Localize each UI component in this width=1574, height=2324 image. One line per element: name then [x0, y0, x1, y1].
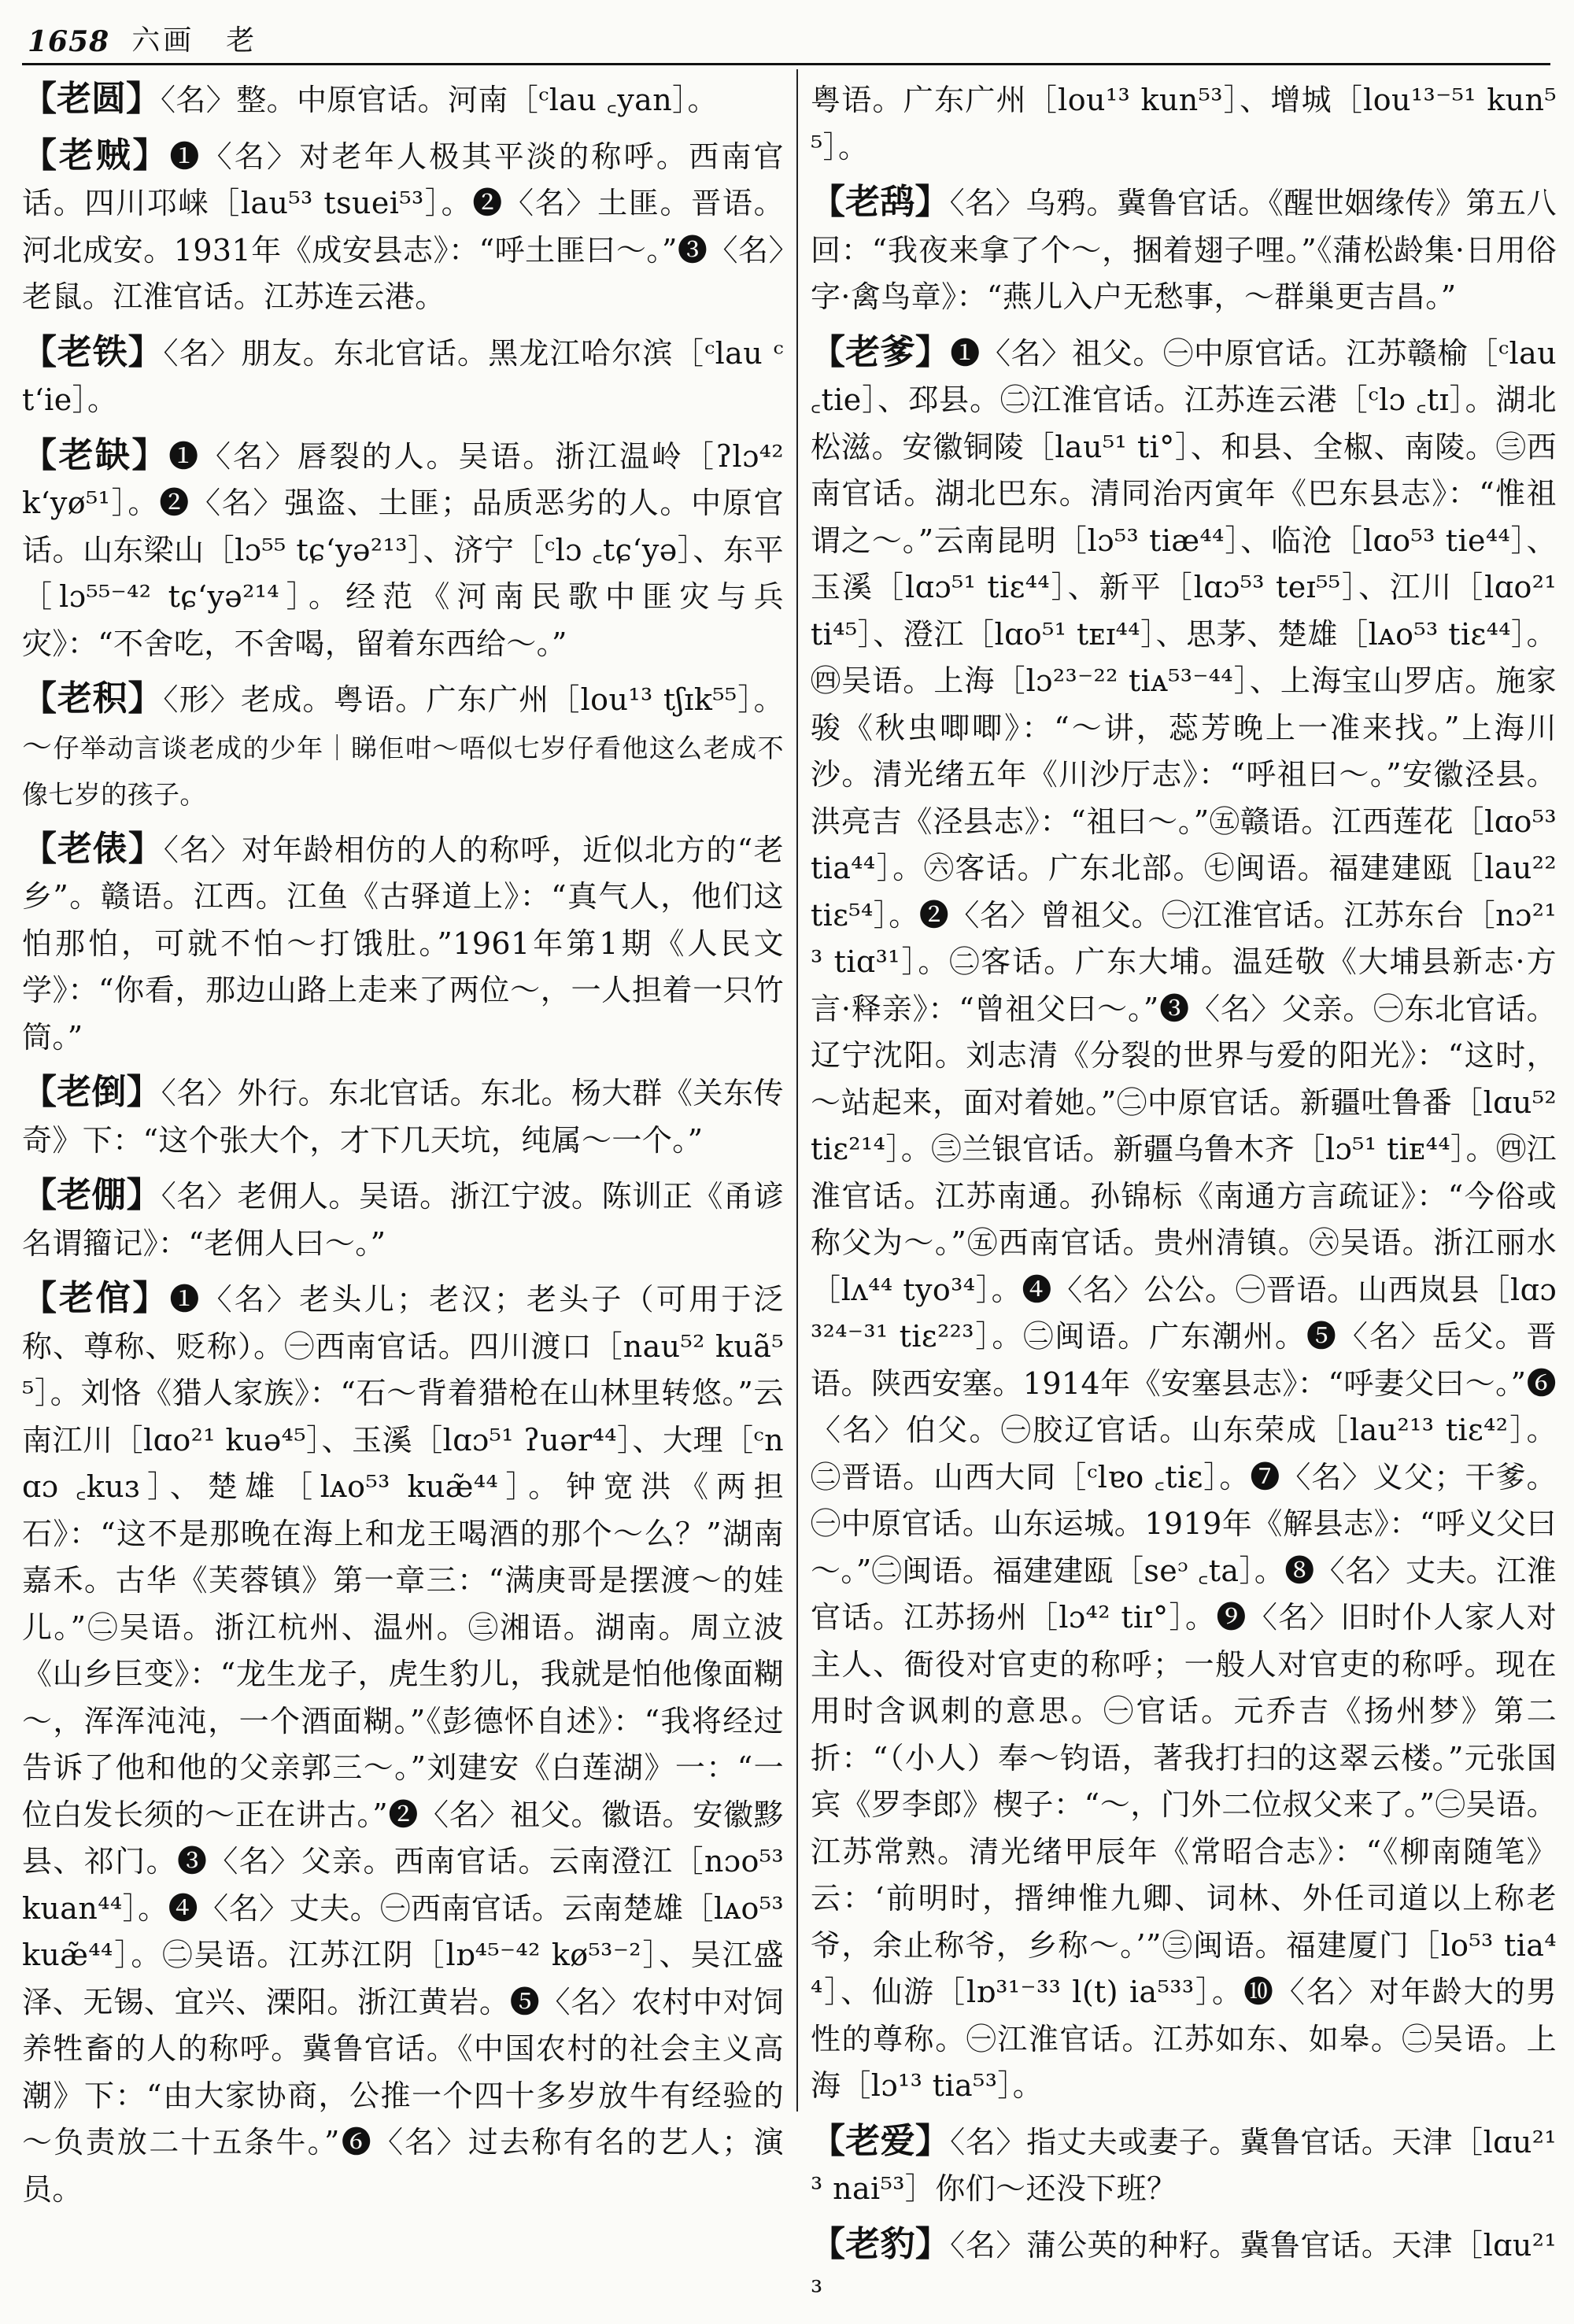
dictionary-entry	[22, 76, 784, 124]
entry-text: 〈名〉朋友。东北官话。黑龙江哈尔滨［ᶜlau ᶜt‘ie］。	[22, 335, 785, 417]
dictionary-entry	[811, 2221, 1557, 2316]
entry-text: ❶〈名〉对老年人极其平淡的称呼。西南官话。四川邛崃［lau⁵³ tsuei⁵³］。❷〈名〉土匪。晋语。河北成安。1931年《成安县志》：“呼土匪曰～。”❸〈名〉老鼠。江淮官话。江苏连云港。	[22, 139, 784, 314]
entry-text: 〈名〉老佣人。吴语。浙江宁波。陈训正《甬谚名谓籀记》：“老佣人曰～。”	[22, 1179, 784, 1261]
entry-text: 〈名〉对年龄相仿的人的称呼，近似北方的“老乡”。赣语。江西。江鱼《古驿道上》：“真气人，他们这怕那怕，可就不怕～打饿肚。”1961年第1期《人民文学》：“你看，那边山路上走来了两位～，一人担着一只竹筒。”	[22, 832, 784, 1055]
page-number: 1658	[28, 25, 110, 58]
dictionary-entry	[811, 179, 1557, 321]
entry-text: 〈名〉外行。东北官话。东北。杨大群《关东传奇》下：“这个张大个，才下几天坑，纯属～一个。”	[22, 1076, 784, 1158]
dictionary-entry	[22, 826, 784, 1062]
dictionary-entry	[22, 675, 784, 818]
dictionary-entry	[811, 329, 1557, 2110]
entry-headword: 【老铁】	[22, 331, 164, 372]
dictionary-entry	[22, 1275, 784, 2213]
entry-headword: 【老鸹】	[811, 182, 950, 222]
entry-headword: 【老倗】	[22, 1175, 161, 1215]
entry-text: 〈名〉指丈夫或妻子。冀鲁官话。天津［lɑu²¹³ nai⁵³］你们～还没下班？	[811, 2124, 1557, 2206]
dictionary-entry	[22, 1069, 784, 1164]
column-divider	[796, 69, 798, 2112]
dictionary-entry-continued	[811, 76, 1557, 171]
header-rule	[22, 63, 1550, 65]
dictionary-entry	[22, 1172, 784, 1267]
dictionary-entry	[22, 432, 784, 668]
dictionary-entry	[811, 2118, 1557, 2213]
left-column	[22, 76, 784, 2221]
entry-headword: 【老圆】	[22, 79, 161, 119]
entry-headword: 【老倌】	[22, 1278, 170, 1318]
running-head	[28, 14, 257, 58]
entry-headword: 【老豹】	[811, 2223, 951, 2264]
right-column	[811, 76, 1557, 2324]
entry-text: 〈名〉乌鸦。冀鲁官话。《醒世姻缘传》第五八回：“我夜来拿了个～，捆着翅子哩。”《蒲松龄集·日用俗字·禽鸟章》：“燕儿入户无愁事，～群巢更吉昌。”	[811, 186, 1557, 314]
entry-text: ❶〈名〉唇裂的人。吴语。浙江温岭［ʔlɔ⁴² k‘yø⁵¹］。❷〈名〉强盗、土匪；品质恶劣的人。中原官话。山东梁山［lɔ⁵⁵ tɕ‘yə²¹³］、济宁［ᶜlɔ ꜀tɕ‘yə］、东平［lɔ⁵⁵⁻⁴² tɕ‘yə²¹⁴］。经范《河南民歌中匪灾与兵灾》：“不舍吃，不舍喝，留着东西给～。”	[22, 438, 785, 661]
entry-headword: 【老贼】	[22, 135, 170, 176]
dictionary-entry	[22, 329, 784, 424]
entry-text: 粤语。广东广州［lou¹³ kun⁵³］、增城［lou¹³⁻⁵¹ kun⁵⁵］。	[811, 83, 1557, 164]
section-label: 六画 老	[131, 24, 258, 57]
entry-text: 〈名〉蒲公英的种籽。冀鲁官话。天津［lɑu²¹³	[811, 2227, 1557, 2309]
entry-headword: 【老爹】	[811, 331, 951, 372]
entry-headword: 【老倒】	[22, 1072, 161, 1112]
dictionary-entry	[22, 132, 784, 321]
entry-text: 〈名〉整。中原官话。河南［ᶜlau ꜀yan］。	[161, 83, 718, 117]
entry-headword: 【老积】	[22, 678, 164, 719]
entry-headword: 【老俵】	[22, 828, 164, 869]
entry-text: 〈形〉老成。粤语。广东广州［lou¹³ tʃɪk⁵⁵］。～	[22, 682, 784, 764]
entry-text: ❶〈名〉老头儿；老汉；老头子（可用于泛称、尊称、贬称）。㊀西南官话。四川渡口［nau⁵² kuã⁵⁵］。刘恪《猎人家族》：“石～背着猎枪在山林里转悠。”云南江川［lɑo²¹ kuə⁴⁵］、玉溪［lɑɔ⁵¹ ʔuər⁴⁴］、大理［ᶜnɑɔ ꜀kuɜ］、楚雄［lᴀᴏ⁵³ kuæ̃⁴⁴］。钟宽洪《两担石》：“这不是那晚在海上和龙王喝酒的那个～么？”湖南嘉禾。古华《芙蓉镇》第一章三：“满庚哥是摆渡～的娃儿。”㊁吴语。浙江杭州、温州。㊂湘语。湖南。周立波《山乡巨变》：“龙生龙子，虎生豹儿，我就是怕他像面糊～，浑浑沌沌，一个酒面糊。”《彭德怀自述》：“我将经过告诉了他和他的父亲郭三～。”刘建安《白莲湖》一：“一位白发长须的～正在讲古。”❷〈名〉祖父。徽语。安徽黟县、祁门。❸〈名〉父亲。西南官话。云南澄江［nɔo⁵³ kuan⁴⁴］。❹〈名〉丈夫。㊀西南官话。云南楚雄［lᴀᴏ⁵³ kuæ̃⁴⁴］。㊁吴语。江苏江阴［lɒ⁴⁵⁻⁴² kø⁵³⁻²］、吴江盛泽、无锡、宜兴、溧阳。浙江黄岩。❺〈名〉农村中对饲养牲畜的人的称呼。冀鲁官话。《中国农村的社会主义高潮》下：“由大家协商，公推一个四十多岁放牛有经验的～负责放二十五条牛。”❻〈名〉过去称有名的艺人；演员。	[22, 1282, 784, 2207]
entry-text: ❶〈名〉祖父。㊀中原官话。江苏赣榆［ᶜlau ꜀tie］、邳县。㊁江淮官话。江苏连云港［ᶜlɔ ꜀tɪ］。湖北松滋。安徽铜陵［lau⁵¹ ti°］、和县、全椒、南陵。㊂西南官话。湖北巴东。清同治丙寅年《巴东县志》：“惟祖谓之～。”云南昆明［lɔ⁵³ tiæ⁴⁴］、临沧［lɑo⁵³ tie⁴⁴］、玉溪［lɑɔ⁵¹ tiɛ⁴⁴］、新平［lɑɔ⁵³ teɪ⁵⁵］、江川［lɑo²¹ ti⁴⁵］、澄江［lɑo⁵¹ tᴇɪ⁴⁴］、思茅、楚雄［lᴀᴏ⁵³ tiɛ⁴⁴］。㊃吴语。上海［lɔ²³⁻²² tiᴀ⁵³⁻⁴⁴］、上海宝山罗店。施家骏《秋虫唧唧》：“～讲，蕊芳晚上一准来找。”上海川沙。清光绪五年《川沙厅志》：“呼祖曰～。”安徽泾县。洪亮吉《泾县志》：“祖曰～。”㊄赣语。江西莲花［lɑo⁵³ tia⁴⁴］。㊅客话。广东北部。㊆闽语。福建建瓯［lau²² tiɛ⁵⁴］。❷〈名〉曾祖父。㊀江淮官话。江苏东台［nɔ²¹³ tiɑ³¹］。㊁客话。广东大埔。温廷敬《大埔县新志·方言·释亲》：“曾祖父曰～。”❸〈名〉父亲。㊀东北官话。辽宁沈阳。刘志清《分裂的世界与爱的阳光》：“这时，～站起来，面对着她。”㊁中原官话。新疆吐鲁番［lɑu⁵² tiɛ²¹⁴］。㊂兰银官话。新疆乌鲁木齐［lɔ⁵¹ tiᴇ⁴⁴］。㊃江淮官话。江苏南通。孙锦标《南通方言疏证》：“今俗或称父为～。”㊄西南官话。贵州清镇。㊅吴语。浙江丽水［lʌ⁴⁴ tyo³⁴］。❹〈名〉公公。㊀晋语。山西岚县［lɑɔ³²⁴⁻³¹ tiɛ²²³］。㊁闽语。广东潮州。❺〈名〉岳父。晋语。陕西安塞。1914年《安塞县志》：“呼妻父曰～。”❻〈名〉伯父。㊀胶辽官话。山东荣成［lau²¹³ tiɛ⁴²］。㊁晋语。山西大同［ᶜlɐo ꜀tiɛ］。❼〈名〉义父；干爹。㊀中原官话。山东运城。1919年《解县志》：“呼义父曰～。”㊁闽语。福建建瓯［seᵓ ꜀ta］。❽〈名〉丈夫。江淮官话。江苏扬州［lɔ⁴² tiɪ°］。❾〈名〉旧时仆人家人对主人、衙役对官吏的称呼；一般人对官吏的称呼。现在用时含讽刺的意思。㊀官话。元乔吉《扬州梦》第二折：“（小人）奉～钧语，著我打扫的这翠云楼。”元张国宾《罗李郎》楔子：“～，门外二位叔父来了。”㊁吴语。江苏常熟。清光绪甲辰年《常昭合志》：“《柳南随笔》云：‘前明时，搢绅惟九卿、词林、外任司道以上称老爷，余止称爷，乡称～。’”㊂闽语。福建厦门［lo⁵³ tia⁴⁴］、仙游［lɒ³¹⁻³³ l(t) ia⁵³³］。❿〈名〉对年龄大的男性的尊称。㊀江淮官话。江苏如东、如皋。㊁吴语。上海［lɔ¹³ tia⁵³］。	[811, 335, 1557, 2103]
entry-headword: 【老缺】	[22, 434, 169, 475]
entry-headword: 【老爱】	[811, 2120, 951, 2161]
entry-example: 仔举动言谈老成的少年｜睇佢咁～唔似七岁仔看他这么老成不像七岁的孩子。	[22, 732, 784, 810]
